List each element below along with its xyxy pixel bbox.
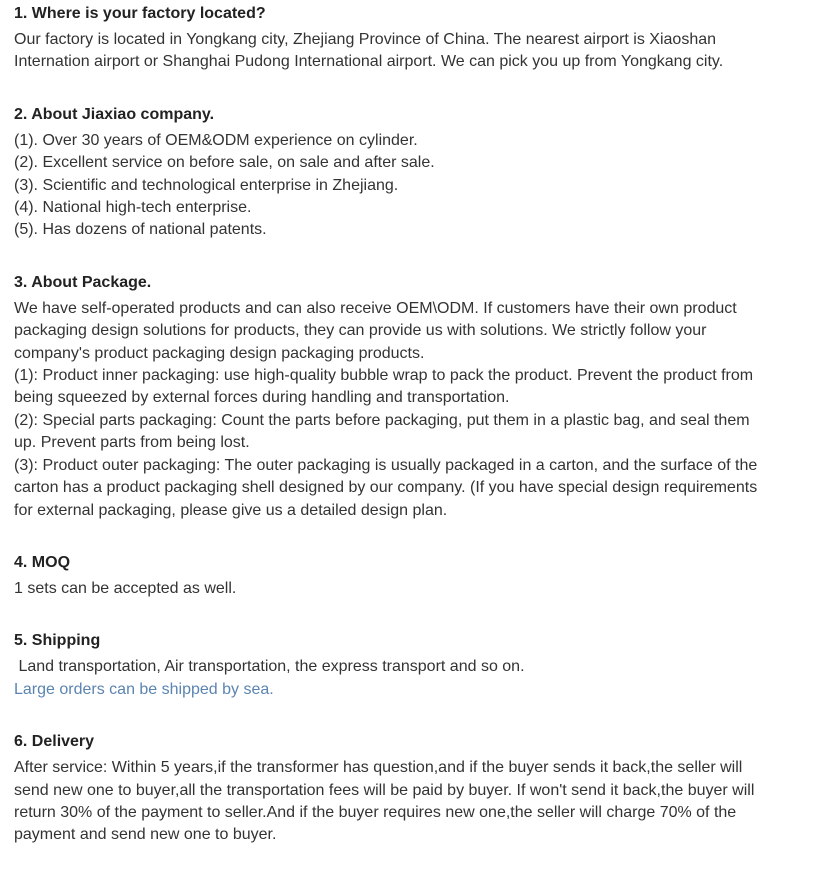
section-shipping	[14, 630, 816, 701]
paragraph-line: (3): Product outer packaging: The outer packaging is usually packaged in a carton, and the surface of the	[14, 456, 758, 474]
section-factory-location	[14, 3, 816, 74]
paragraph-line: (2): Special parts packaging: Count the parts before packaging, put them in a plastic bag, and seal them	[14, 411, 750, 429]
paragraph-line: Land transportation, Air transportation, the express transport and so on.	[14, 658, 525, 676]
section-spacer	[14, 522, 816, 552]
section-heading: 3. About Package.	[14, 273, 152, 291]
sea-shipping-link[interactable]: Large orders can be shipped by sea.	[14, 680, 274, 698]
paragraph-line: We have self-operated products and can also receive OEM\ODM. If customers have their own product	[14, 299, 737, 317]
section-heading: 6. Delivery	[14, 733, 95, 751]
paragraph-line: Our factory is located in Yongkang city, Zhejiang Province of China. The nearest airport is Xiaoshan	[14, 31, 717, 48]
paragraph-line: 1 sets can be accepted as well.	[14, 579, 237, 597]
paragraph-line: packaging design solutions for products, they can provide us with solutions. We strictly follow your	[14, 322, 707, 340]
section-spacer	[14, 701, 816, 731]
section-heading: 5. Shipping	[14, 632, 101, 650]
paragraph-line: being squeezed by external forces during handling and transportation.	[14, 389, 510, 407]
section-spacer	[14, 600, 816, 630]
section-heading: 1. Where is your factory located?	[14, 5, 266, 22]
paragraph-line: After service: Within 5 years,if the transformer has question,and if the buyer sends it back,the seller will	[14, 759, 743, 777]
list-item: (4). National high-tech enterprise.	[14, 199, 252, 217]
section-about-company	[14, 104, 816, 242]
list-item: (5). Has dozens of national patents.	[14, 221, 267, 239]
section-heading: 2. About Jiaxiao company.	[14, 105, 215, 123]
section-spacer	[14, 242, 816, 272]
paragraph-line: payment and send new one to buyer.	[14, 826, 277, 844]
section-delivery	[14, 731, 816, 847]
section-heading: 4. MOQ	[14, 553, 71, 571]
faq-document	[14, 3, 816, 847]
paragraph-line: carton has a product packaging shell designed by our company. (If you have special design requirements	[14, 479, 758, 497]
section-spacer	[14, 74, 816, 104]
paragraph-line: send new one to buyer,all the transportation fees will be paid by buyer. If won't send it back,the buyer will	[14, 781, 755, 799]
paragraph-line: return 30% of the payment to seller.And if the buyer requires new one,the seller will charge 70% of the	[14, 803, 737, 821]
list-item: (2). Excellent service on before sale, on sale and after sale.	[14, 154, 435, 172]
paragraph-line: (1): Product inner packaging: use high-quality bubble wrap to pack the product. Prevent the product from	[14, 367, 754, 385]
list-item: (3). Scientific and technological enterprise in Zhejiang.	[14, 176, 399, 194]
paragraph-line: Internation airport or Shanghai Pudong International airport. We can pick you up from Yongkang city.	[14, 53, 724, 71]
section-moq	[14, 552, 816, 600]
paragraph-line: up. Prevent parts from being lost.	[14, 434, 250, 452]
section-about-package	[14, 272, 816, 522]
paragraph-line: for external packaging, please give us a detailed design plan.	[14, 501, 448, 519]
paragraph-line: company's product packaging design packaging products.	[14, 344, 425, 362]
list-item: (1). Over 30 years of OEM&ODM experience on cylinder.	[14, 131, 418, 149]
